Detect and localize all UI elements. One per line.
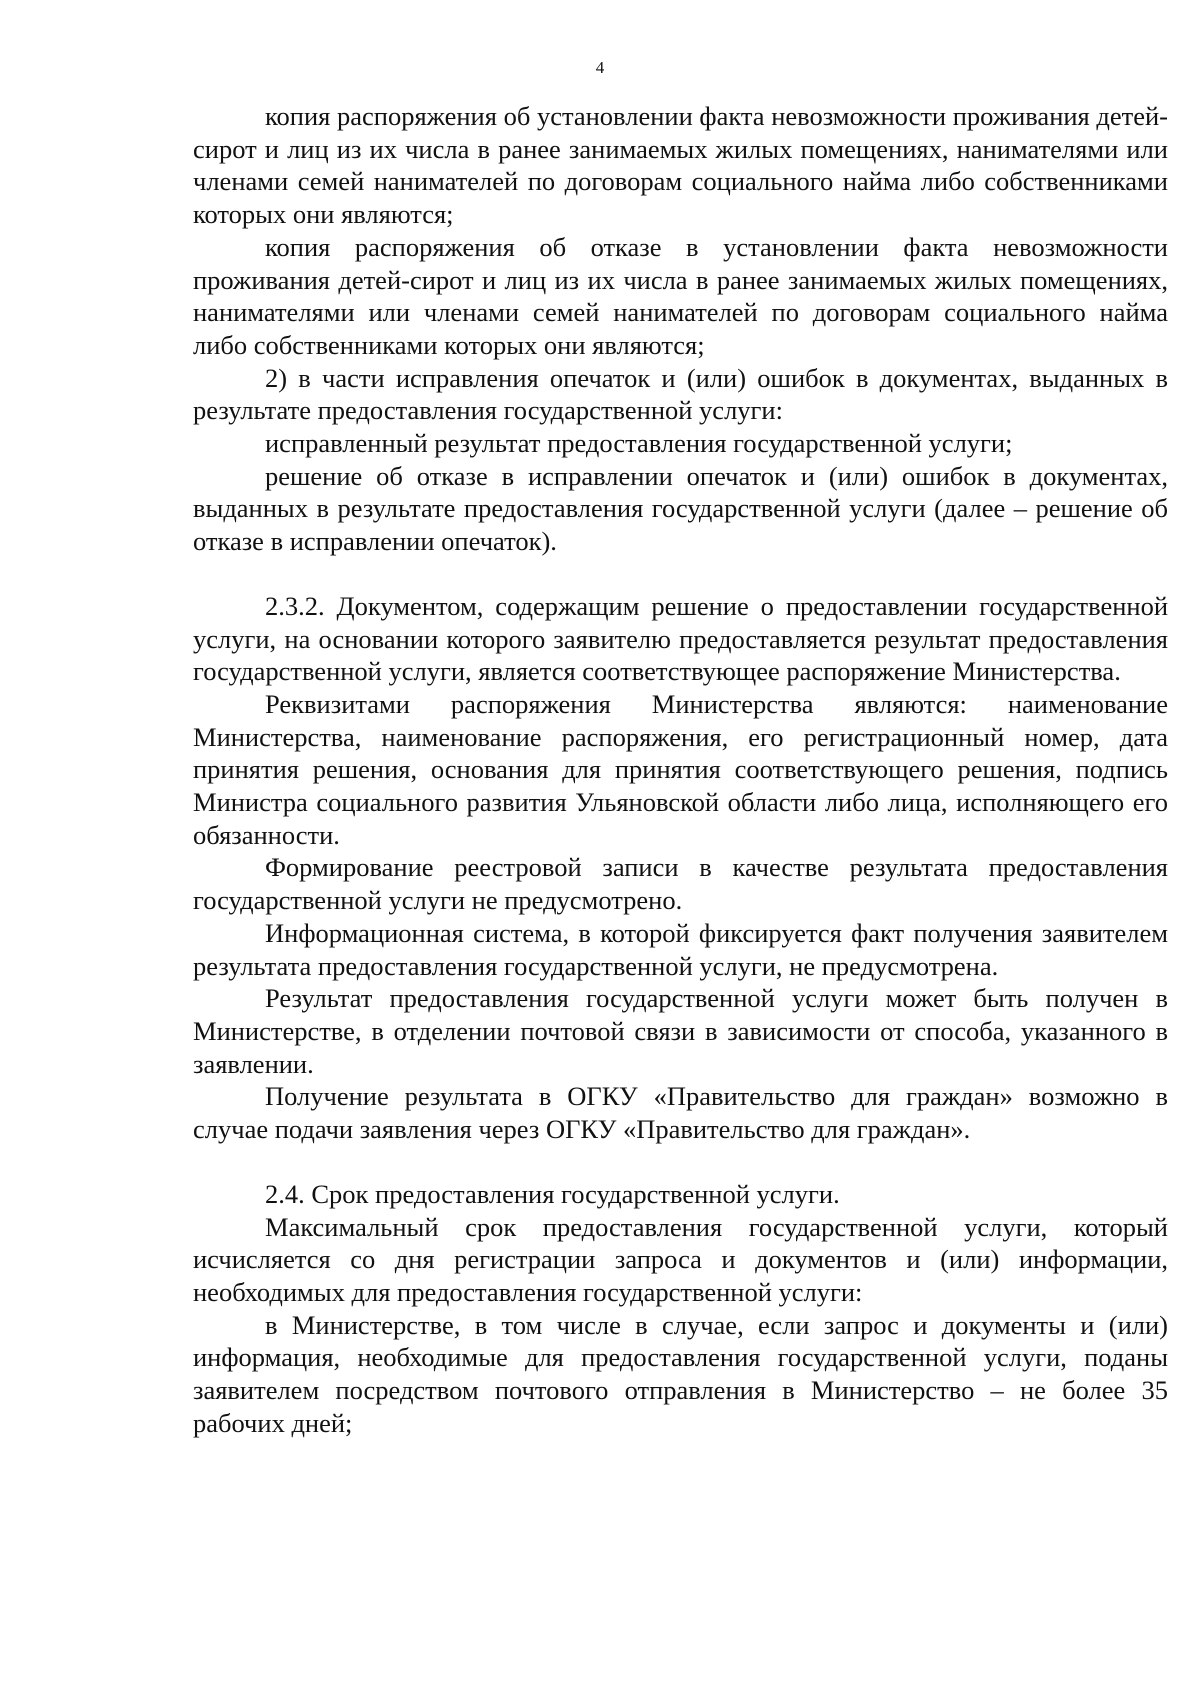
paragraph-result-delivery: Результат предоставления государственной услуги может быть получен в Министерстве, в отделении почтовой связи в зависимости от способа, указанного в заявлении.: [193, 983, 1168, 1079]
paragraph-typo-correction-part: 2) в части исправления опечаток и (или) ошибок в документах, выданных в результате предоставления государственной услуги:: [193, 362, 1168, 426]
section-gap: [193, 558, 1168, 590]
paragraph-section-2-3-2: 2.3.2. Документом, содержащим решение о предоставлении государственной услуги, на основании которого заявителю предоставляется результат предоставления государственной услуги, является соответствующее распоряжение Министерства.: [193, 590, 1168, 687]
section-gap: [193, 1146, 1168, 1178]
paragraph-ministry-term: в Министерстве, в том числе в случае, если запрос и документы и (или) информация, необходимые для предоставления государственной услуги, поданы заявителем посредством почтового отправления в Министерство – не более 35 рабочих дней;: [193, 1309, 1168, 1438]
paragraph-copy-order-refusal: копия распоряжения об отказе в установлении факта невозможности проживания детей-сирот и лиц из их числа в ранее занимаемых жилых помещениях, нанимателями или членами семей нанимателей по договорам социального найма либо собственниками которых они являются;: [193, 231, 1168, 360]
paragraph-order-requisites: Реквизитами распоряжения Министерства являются: наименование Министерства, наименование распоряжения, его регистрационный номер, дата принятия решения, основания для принятия соответствующего решения, подпись Министра социального развития Ульяновской области либо лица, исполняющего его обязанности.: [193, 688, 1168, 850]
paragraph-typo-refusal-decision: решение об отказе в исправлении опечаток и (или) ошибок в документах, выданных в результате предоставления государственной услуги (далее – решение об отказе в исправлении опечаток).: [193, 460, 1168, 557]
section-heading-2-4: 2.4. Срок предоставления государственной услуги.: [265, 1178, 840, 1209]
paragraph-maximum-term: Максимальный срок предоставления государственной услуги, который исчисляется со дня регистрации запроса и документов и (или) информации, необходимых для предоставления государственной услуги:: [193, 1211, 1168, 1307]
document-body: [193, 100, 1168, 1439]
paragraph-corrected-result: исправленный результат предоставления государственной услуги;: [265, 428, 1013, 459]
paragraph-registry-record: Формирование реестровой записи в качестве результата предоставления государственной услуги не предусмотрено.: [193, 852, 1168, 916]
page-number: 4: [595, 58, 605, 77]
paragraph-copy-order-impossibility: копия распоряжения об установлении факта невозможности проживания детей-сирот и лиц из их числа в ранее занимаемых жилых помещениях, нанимателями или членами семей нанимателей по договорам социального найма либо собственниками которых они являются;: [193, 101, 1168, 230]
paragraph-ogku-result: Получение результата в ОГКУ «Правительство для граждан» возможно в случае подачи заявления через ОГКУ «Правительство для граждан».: [193, 1081, 1168, 1145]
paragraph-information-system: Информационная система, в которой фиксируется факт получения заявителем результата предоставления государственной услуги, не предусмотрена.: [193, 917, 1168, 981]
